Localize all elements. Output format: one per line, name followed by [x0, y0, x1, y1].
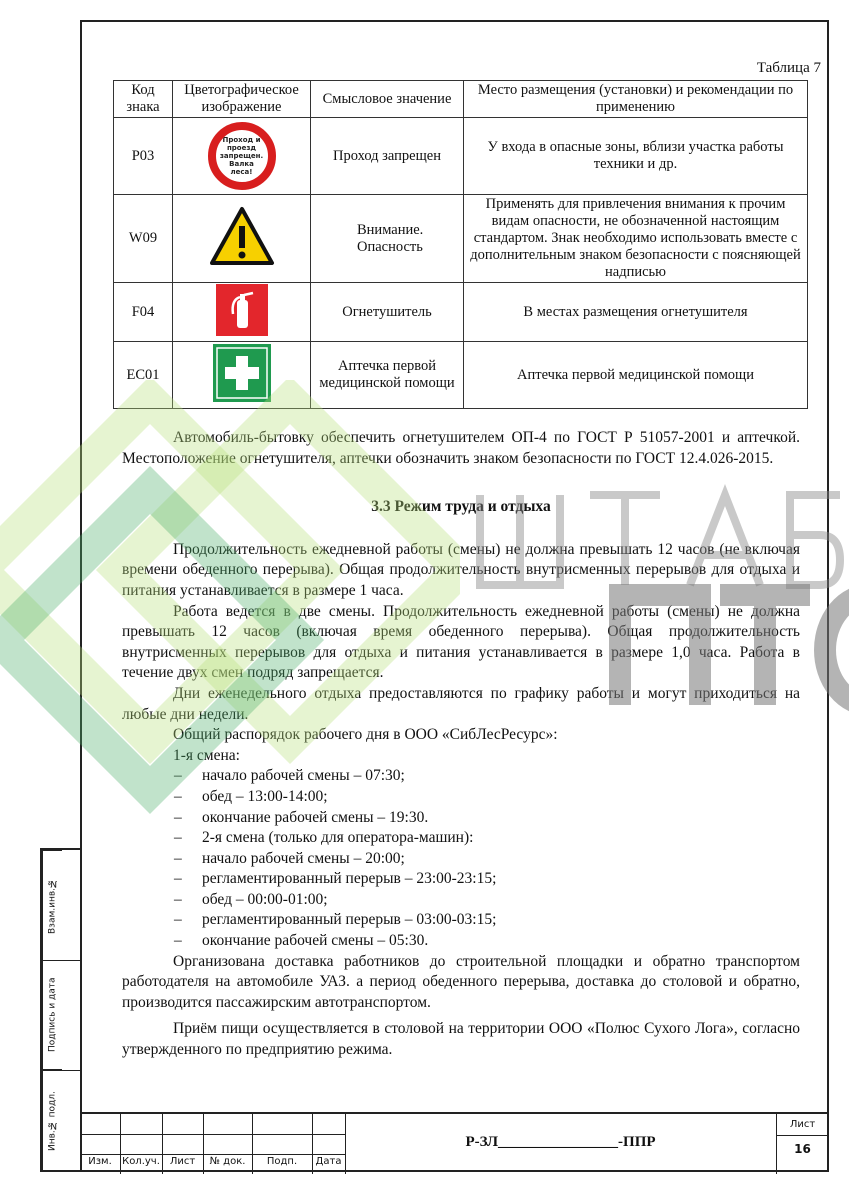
paragraph: Приём пищи осуществляется в столовой на территории ООО «Полюс Сухого Лога», согласно утвержденного по предприятию режима.: [122, 1020, 800, 1059]
table-row: [114, 118, 808, 195]
place-cell: У входа в опасные зоны, вблизи участка работы техники и др.: [464, 118, 808, 195]
meaning-cell: Огнетушитель: [311, 283, 464, 342]
table-row: [114, 195, 808, 283]
header-cell: Код знака: [114, 81, 173, 118]
header-cell: Смысловое значение: [311, 81, 464, 118]
paragraph: Продолжительность ежедневной работы (смены) не должна превышать 12 часов (не включая времени обеденного перерыва). Общая продолжительность внутрисменных перерывов для отдыха и питания устанавливается в размере 1 часа.: [122, 540, 800, 599]
paragraph: Организована доставка работников до строительной площадки и обратно транспортом работодателя на автомобиле УАЗ. а период обеденного перерыва, доставка до столовой и обратно, производится пассажирским автотранспортом.: [122, 952, 800, 1011]
code-cell: F04: [114, 283, 173, 342]
stamp-header: Подп.: [266, 1156, 298, 1167]
meaning-cell: Проход запрещен: [311, 118, 464, 195]
list-item: – 2-я смена (только для оператора-машин):: [174, 829, 474, 847]
paragraph: 1-я смена:: [173, 746, 240, 764]
section-heading: 3.3 Режим труда и отдыха: [371, 498, 551, 516]
side-label: Инв.№ подл.: [42, 1070, 62, 1172]
code-cell: EC01: [114, 342, 173, 409]
first-aid-icon: [213, 344, 271, 402]
paragraph: Работа ведется в две смены. Продолжительность ежедневной работы (смены) не должна превышать 12 часов (включая время обеденного перерыва). Общая продолжительность внутрисменных перерывов для отдыха и питания устанавливается в размере 1,0 часа. Работа в течение двух смен подряд запрещается.: [122, 602, 800, 682]
sheet-number: 16: [794, 1142, 811, 1156]
sign-cell: [173, 342, 311, 409]
list-item: – начало рабочей смены – 07:30;: [174, 767, 405, 785]
list-item: – регламентированный перерыв – 23:00-23:15;: [174, 870, 497, 888]
list-item: – окончание рабочей смены – 19:30.: [174, 808, 429, 826]
table-row: [114, 342, 808, 409]
place-cell: Аптечка первой медицинской помощи: [464, 342, 808, 409]
place-cell: Применять для привлечения внимания к прочим видам опасности, не обозначенной настоящим стандартом. Знак необходимо использовать вместе с дополнительным знаком безопасности с поясняющей надписью: [464, 195, 808, 283]
side-stamp: [40, 848, 82, 1172]
table-caption: Таблица 7: [756, 60, 821, 76]
side-label: Взам.инв.№: [42, 850, 62, 960]
header-cell: Цветографическое изображение: [173, 81, 311, 118]
meaning-cell: Внимание. Опасность: [311, 195, 464, 283]
fire-extinguisher-icon: [216, 284, 268, 336]
stamp-header: Изм.: [88, 1156, 112, 1167]
sign-cell: [173, 195, 311, 283]
paragraph: Автомобиль-бытовку обеспечить огнетушителем ОП-4 по ГОСТ Р 51057-2001 и аптечкой. Местоположение огнетушителя, аптечки обозначить знаком безопасности по ГОСТ 12.4.026-2015.: [122, 429, 800, 467]
code-cell: W09: [114, 195, 173, 283]
place-cell: В местах размещения огнетушителя: [464, 283, 808, 342]
paragraph: Общий распорядок рабочего дня в ООО «СибЛесРесурс»:: [173, 726, 558, 744]
signs-table: [113, 80, 808, 409]
no-entry-sign-icon: [208, 122, 276, 190]
sign-cell: [173, 283, 311, 342]
table-row: [114, 283, 808, 342]
stamp-header: № док.: [209, 1156, 246, 1167]
sign-text: Проход и проезд запрещен. Валка леса!: [219, 136, 264, 176]
list-item: – обед – 13:00-14:00;: [174, 787, 328, 805]
sign-cell: [173, 118, 311, 195]
list-item: – регламентированный перерыв – 03:00-03:15;: [174, 911, 497, 929]
side-label: Подпись и дата: [42, 960, 62, 1070]
list-item: – обед – 00:00-01:00;: [174, 890, 328, 908]
document-body: [122, 428, 800, 1061]
header-cell: Место размещения (установки) и рекомендации по применению: [464, 81, 808, 118]
meaning-cell: Аптечка первой медицинской помощи: [311, 342, 464, 409]
stamp-header: Дата: [315, 1156, 342, 1167]
code-cell: P03: [114, 118, 173, 195]
title-block: [80, 1112, 829, 1172]
stamp-header: Кол.уч.: [122, 1156, 160, 1167]
paragraph: Дни еженедельного отдыха предоставляются по графику работы и могут приходиться на любые дни недели.: [122, 684, 800, 723]
list-item: – окончание рабочей смены – 05:30.: [174, 932, 429, 950]
list-item: – начало рабочей смены – 20:00;: [174, 849, 405, 867]
warning-triangle-icon: [209, 206, 275, 266]
document-code: Р-ЗЛ________________-ППР: [465, 1134, 656, 1150]
sheet-label: Лист: [776, 1114, 829, 1136]
stamp-header: Лист: [169, 1156, 196, 1167]
